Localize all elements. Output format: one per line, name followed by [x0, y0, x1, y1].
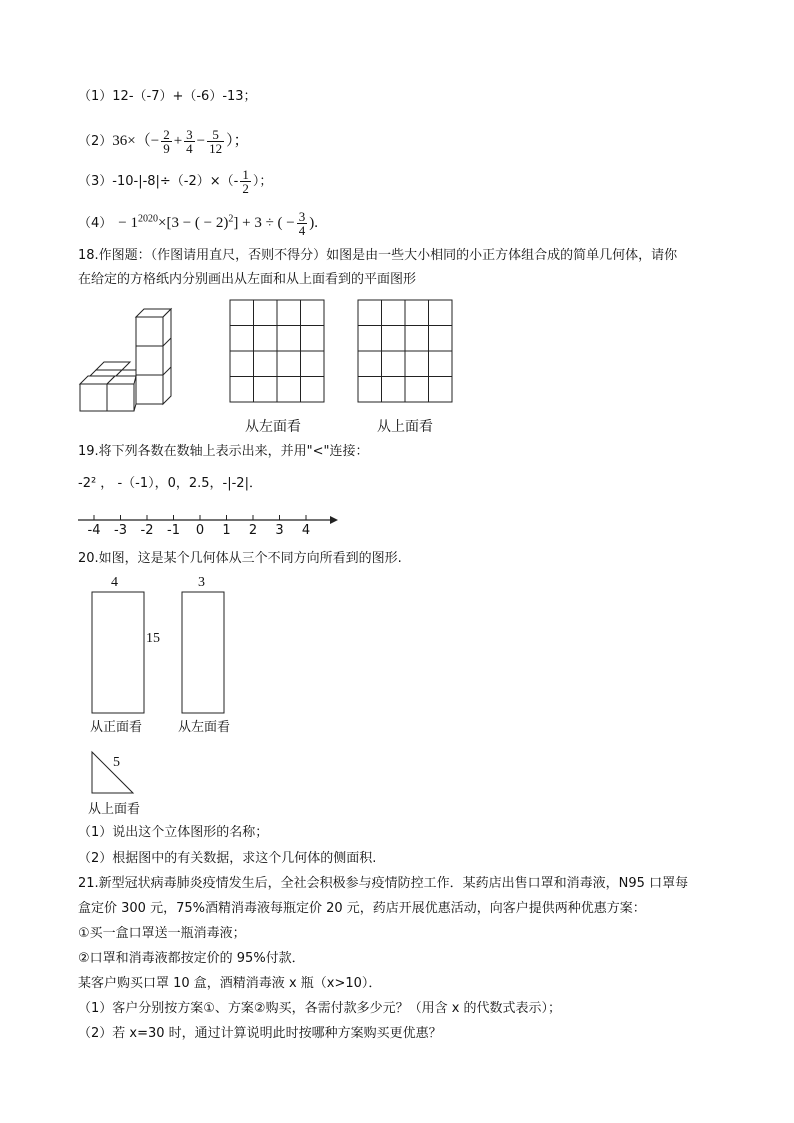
cube-face [107, 384, 134, 411]
q20-caption-top: 从上面看 [88, 802, 141, 817]
q18-line1: 18.作图题：（作图请用直尺，否则不得分）如图是由一些大小相同的小正方体组合成的简单几何体，请你 [78, 248, 678, 263]
q20-caption-front: 从正面看 [90, 720, 143, 735]
side-view-rect [182, 592, 224, 713]
plus-sign: + [173, 133, 183, 149]
frac-denominator: 4 [298, 223, 306, 238]
q20-sub2: （2）根据图中的有关数据，求这个几何体的侧面积. [78, 851, 377, 866]
tick-label: -2 [140, 523, 154, 538]
grid-left [230, 300, 324, 402]
q17-part4-b: × [158, 215, 167, 231]
q20-line1: 20.如图，这是某个几何体从三个不同方向所看到的图形. [78, 551, 402, 566]
q17-part3-lead: （3）-10-|-8|÷（-2）×（- [78, 174, 239, 189]
q17-part4-label: （4） [78, 216, 113, 231]
tick-label: -1 [167, 523, 180, 538]
q20-caption-side: 从左面看 [178, 720, 231, 735]
q17-part2-tail: ）； [226, 133, 249, 149]
tick-label: 2 [248, 523, 258, 538]
q21-line1: 21.新型冠状病毒肺炎疫情发生后，全社会积极参与疫情防控工作．某药店出售口罩和消毒液，N95 口罩每 [78, 876, 689, 891]
q19-line1: 19.将下列各数在数轴上表示出来，并用"<"连接： [78, 444, 369, 459]
cube-face [136, 317, 163, 346]
frac-denominator: 2 [242, 181, 249, 196]
tick-label: 4 [301, 523, 311, 538]
q19-numbers: -2² ， -（-1），0，2.5，-|-2|． [78, 476, 262, 491]
q18-caption-left: 从左面看 [245, 419, 301, 435]
q20-sub1: （1）说出这个立体图形的名称； [78, 825, 269, 840]
cube-side-face [163, 309, 171, 404]
cube-face [136, 346, 163, 375]
frac-numerator: 5 [207, 128, 224, 142]
frac-numerator: 1 [242, 167, 249, 182]
frac-numerator: 3 [186, 127, 193, 142]
tick-label: -4 [87, 523, 101, 538]
q21-sub2: （2）若 x=30 时，通过计算说明此时按哪种方案购买更优惠？ [78, 1026, 442, 1041]
tick-label: 1 [222, 523, 231, 538]
q17-part2-label: （2） [78, 134, 113, 149]
cube-top-face [96, 362, 130, 370]
frac-denominator: 12 [209, 141, 223, 156]
q17-part4-d: ] + 3 ÷ ( − [233, 215, 295, 231]
q17-part4-exp2: 2 [228, 213, 234, 225]
q21-option2: ②口罩和消毒液都按定价的 95%付款． [78, 951, 305, 966]
q21-option1: ①买一盒口罩送一瓶消毒液； [78, 926, 246, 941]
q17-part4-tail: ). [309, 215, 319, 231]
frac-denominator: 9 [163, 141, 170, 156]
q17-part1: （1）12-（-7）+（-6）-13； [78, 89, 257, 104]
q17-part4-c: [3 − ( − 2) [166, 215, 229, 231]
q17-part2-lead: 36×（− [112, 133, 160, 149]
cube-face [136, 375, 163, 404]
grid-top [358, 300, 452, 402]
q17-part4-exp1: 2020 [138, 213, 158, 225]
q17-part3-tail: ）； [252, 174, 273, 189]
cube-face [80, 384, 107, 411]
q18-caption-top: 从上面看 [377, 419, 433, 435]
q17-part4-a: − 1 [118, 215, 138, 231]
frac-numerator: 3 [298, 209, 306, 224]
tick-label: 0 [195, 523, 205, 538]
frac-numerator: 2 [163, 127, 170, 142]
q21-line3: 某客户购买口罩 10 盒，酒精消毒液 x 瓶（x>10）． [78, 976, 382, 991]
top-hyp-label: 5 [113, 755, 120, 770]
q21-line2: 盒定价 300 元，75%酒精消毒液每瓶定价 20 元，药店开展优惠活动，向客户提供两种优惠方案： [78, 901, 646, 916]
front-width-label: 4 [111, 575, 118, 590]
frac-denominator: 4 [186, 141, 193, 156]
front-height-label: 15 [146, 631, 160, 646]
side-width-label: 3 [198, 575, 205, 590]
tick-label: 3 [275, 523, 284, 538]
tick-label: -3 [114, 523, 127, 538]
q18-line2: 在给定的方格纸内分别画出从左面和从上面看到的平面图形 [78, 272, 417, 287]
q21-sub1: （1）客户分别按方案①、方案②购买，各需付款多少元？（用含 x 的代数式表示）； [78, 1001, 562, 1016]
minus-sign: − [196, 133, 206, 149]
front-view-rect [92, 592, 144, 713]
